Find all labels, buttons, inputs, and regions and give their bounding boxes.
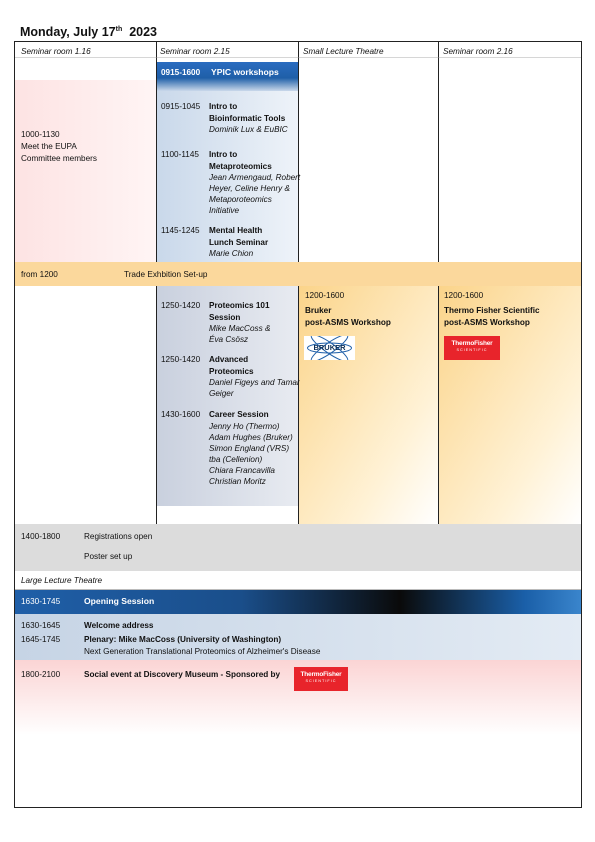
thermo-logo-wordmark: ThermoFisher: [451, 340, 493, 347]
ypic-session-speaker: Initiative: [209, 206, 240, 215]
ypic-session-speaker: Metaporoteomics: [209, 195, 272, 204]
thermo-subtitle: post-ASMS Workshop: [444, 318, 530, 327]
trade-time: from 1200: [21, 270, 58, 279]
ypic-session-time: 1100-1145: [161, 150, 199, 159]
eupa-time: 1000-1130: [21, 130, 60, 139]
large-theatre-label: Large Lecture Theatre: [21, 576, 103, 585]
bruker-time: 1200-1600: [305, 291, 345, 300]
ypic-session-title: Mental Health: [209, 226, 263, 235]
thermo-time: 1200-1600: [444, 291, 484, 300]
ypic-session-speaker: Geiger: [209, 389, 234, 398]
ypic-session-time: 1430-1600: [161, 410, 201, 419]
col-divider-3b: [438, 286, 439, 524]
trade-label: Trade Exhbition Set-up: [124, 270, 208, 279]
plenary-subtitle: Next Generation Translational Proteomics of Alzheimer's Disease: [84, 647, 321, 656]
welcome-time: 1630-1645: [21, 621, 61, 630]
col-divider-2b: [298, 286, 299, 524]
ypic-session-speaker: Éva Csösz: [209, 335, 249, 344]
header-row-line: [15, 57, 581, 58]
ypic-session-time: 1145-1245: [161, 226, 200, 235]
ypic-session-time: 0915-1045: [161, 102, 201, 111]
ypic-session-speaker: Daniel Figeys and Tamar: [209, 378, 300, 387]
bruker-logo-text: BRUKER: [313, 343, 346, 352]
ypic-session-title: Proteomics 101: [209, 301, 270, 310]
registration-line1: Registrations open: [84, 532, 153, 541]
ypic-session-speaker: Chiara Francavilla: [209, 466, 275, 475]
eupa-line2: Committee members: [21, 154, 97, 163]
ypic-session-speaker: Heyer, Celine Henry &: [209, 184, 290, 193]
ypic-session-speaker: Christian Moritz: [209, 477, 266, 486]
ypic-session-speaker: Simon England (VRS): [209, 444, 290, 453]
ypic-session-speaker: Adam Hughes (Bruker): [209, 433, 293, 442]
bruker-title: Bruker: [305, 306, 332, 315]
opening-title: Opening Session: [84, 596, 155, 606]
plenary-time: 1645-1745: [21, 635, 61, 644]
ypic-session-title: Lunch Seminar: [209, 238, 269, 247]
ypic-header-time: 0915-1600: [161, 68, 201, 77]
ypic-session-title: Bioinformatic Tools: [209, 114, 286, 123]
ypic-session-speaker: Marie Chion: [209, 249, 254, 258]
room-header-2-16: Seminar room 2.16: [443, 47, 513, 56]
ypic-session-title: Advanced: [209, 355, 249, 364]
social-thermo-logo-tagline: SCIENTIFIC: [305, 679, 337, 683]
social-thermo-logo-wordmark: ThermoFisher: [300, 671, 342, 678]
ypic-session-speaker: Jenny Ho (Thermo): [209, 422, 280, 431]
ypic-session-title: Career Session: [209, 410, 269, 419]
social-title: Social event at Discovery Museum - Sponsored by: [84, 670, 281, 679]
large-theatre-line: [15, 589, 581, 590]
ypic-session-title: Intro to: [209, 102, 238, 111]
col-divider-1b: [156, 286, 157, 524]
plenary-title: Plenary: Mike MacCoss (University of Washington): [84, 635, 282, 644]
room-header-2-15: Seminar room 2.15: [160, 47, 230, 56]
room-header-1-16: Seminar room 1.16: [21, 47, 91, 56]
bruker-subtitle: post-ASMS Workshop: [305, 318, 391, 327]
ypic-session-speaker: tba (Cellenion): [209, 455, 263, 464]
social-thermo-logo: [294, 667, 348, 691]
ypic-session-time: 1250-1420: [161, 355, 201, 364]
bruker-logo: [304, 336, 355, 360]
col-divider-2: [298, 41, 299, 262]
ypic-session-speaker: Mike MacCoss &: [209, 324, 271, 333]
thermo-title: Thermo Fisher Scientific: [444, 306, 540, 315]
ypic-session-title: Metaproteomics: [209, 162, 272, 171]
eupa-line1: Meet the EUPA: [21, 142, 77, 151]
ypic-session-title: Intro to: [209, 150, 238, 159]
col-divider-3: [438, 41, 439, 262]
welcome-title: Welcome address: [84, 621, 154, 630]
ypic-header-title: YPIC workshops: [211, 67, 279, 77]
registration-time: 1400-1800: [21, 532, 61, 541]
ypic-session-title: Session: [209, 313, 241, 322]
ypic-session-title: Proteomics: [209, 367, 254, 376]
ypic-session-speaker: Dominik Lux & EuBIC: [209, 125, 288, 134]
thermo-logo-tagline: SCIENTIFIC: [456, 348, 488, 352]
page-title: Monday, July 17th 2023: [20, 25, 158, 39]
ypic-session-time: 1250-1420: [161, 301, 201, 310]
social-time: 1800-2100: [21, 670, 61, 679]
registration-line2: Poster set up: [84, 552, 133, 561]
ypic-session-speaker: Jean Armengaud, Robert: [209, 173, 301, 182]
opening-time: 1630-1745: [21, 597, 61, 606]
thermo-logo: [444, 336, 500, 360]
room-header-small-lecture: Small Lecture Theatre: [303, 47, 384, 56]
